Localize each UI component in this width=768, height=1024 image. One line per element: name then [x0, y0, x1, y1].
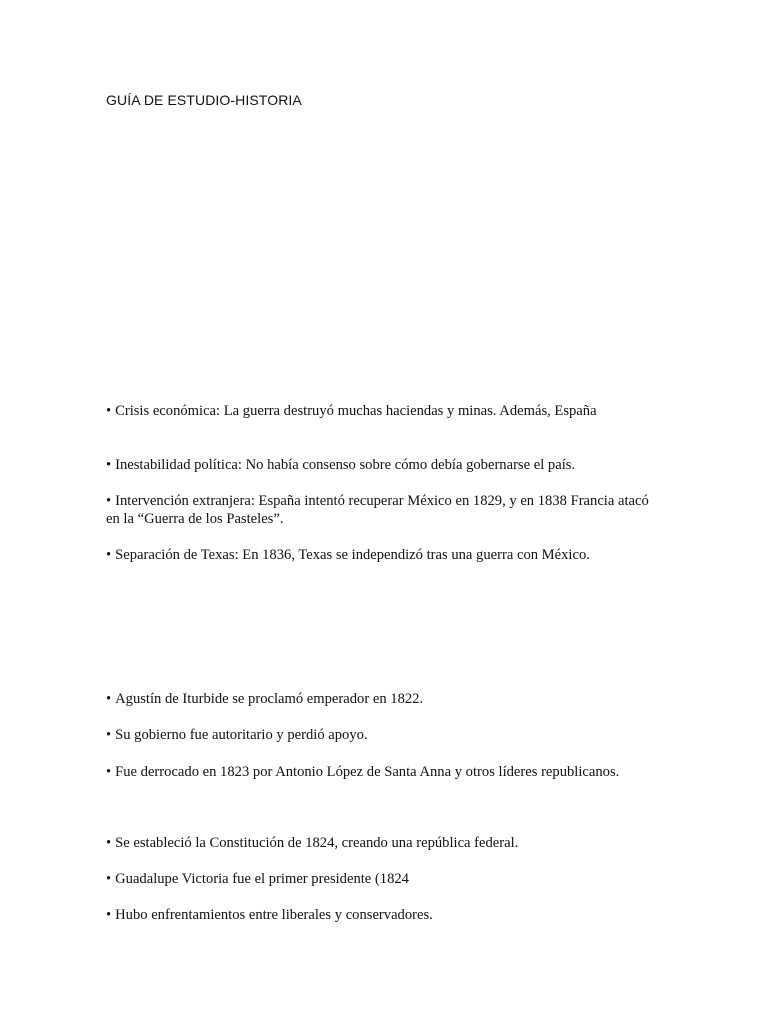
bullet-item — [106, 834, 666, 852]
bullet-text: Inestabilidad política: No había consenso sobre cómo debía gobernarse el país. — [115, 457, 576, 473]
bullet-item — [106, 870, 666, 888]
bullet-text: Guadalupe Victoria fue el primer presidente (1824 — [115, 871, 409, 887]
bullet-glyph: • — [106, 835, 112, 851]
bullet-glyph: • — [106, 493, 112, 509]
bullet-item — [106, 456, 666, 474]
bullet-glyph: • — [106, 403, 112, 419]
bullet-glyph: • — [106, 764, 112, 780]
bullet-glyph: • — [106, 691, 112, 707]
bullet-text: Crisis económica: La guerra destruyó muchas haciendas y minas. Además, España — [115, 403, 597, 419]
bullet-text: Su gobierno fue autoritario y perdió apoyo. — [115, 727, 368, 743]
bullet-item — [106, 906, 666, 924]
bullet-item — [106, 763, 666, 781]
bullet-text: Intervención extranjera: España intentó recuperar México en 1829, y en 1838 Francia atacó en la “Guerra de los Pasteles”. — [106, 493, 649, 527]
bullet-text: Separación de Texas: En 1836, Texas se independizó tras una guerra con México. — [115, 547, 590, 563]
bullet-item — [106, 726, 666, 744]
bullet-text: Agustín de Iturbide se proclamó emperador en 1822. — [115, 691, 424, 707]
bullet-text: Hubo enfrentamientos entre liberales y conservadores. — [115, 907, 433, 923]
bullet-glyph: • — [106, 727, 112, 743]
page-title: GUÍA DE ESTUDIO-HISTORIA — [106, 92, 302, 108]
bullet-glyph: • — [106, 871, 112, 887]
bullet-glyph: • — [106, 547, 112, 563]
bullet-glyph: • — [106, 457, 112, 473]
bullet-glyph: • — [106, 907, 112, 923]
bullet-item — [106, 546, 666, 564]
bullet-text: Fue derrocado en 1823 por Antonio López de Santa Anna y otros líderes republicanos. — [115, 764, 620, 780]
bullet-text: Se estableció la Constitución de 1824, creando una república federal. — [115, 835, 519, 851]
bullet-item — [106, 690, 666, 708]
bullet-item — [106, 402, 666, 420]
bullet-item — [106, 492, 666, 528]
